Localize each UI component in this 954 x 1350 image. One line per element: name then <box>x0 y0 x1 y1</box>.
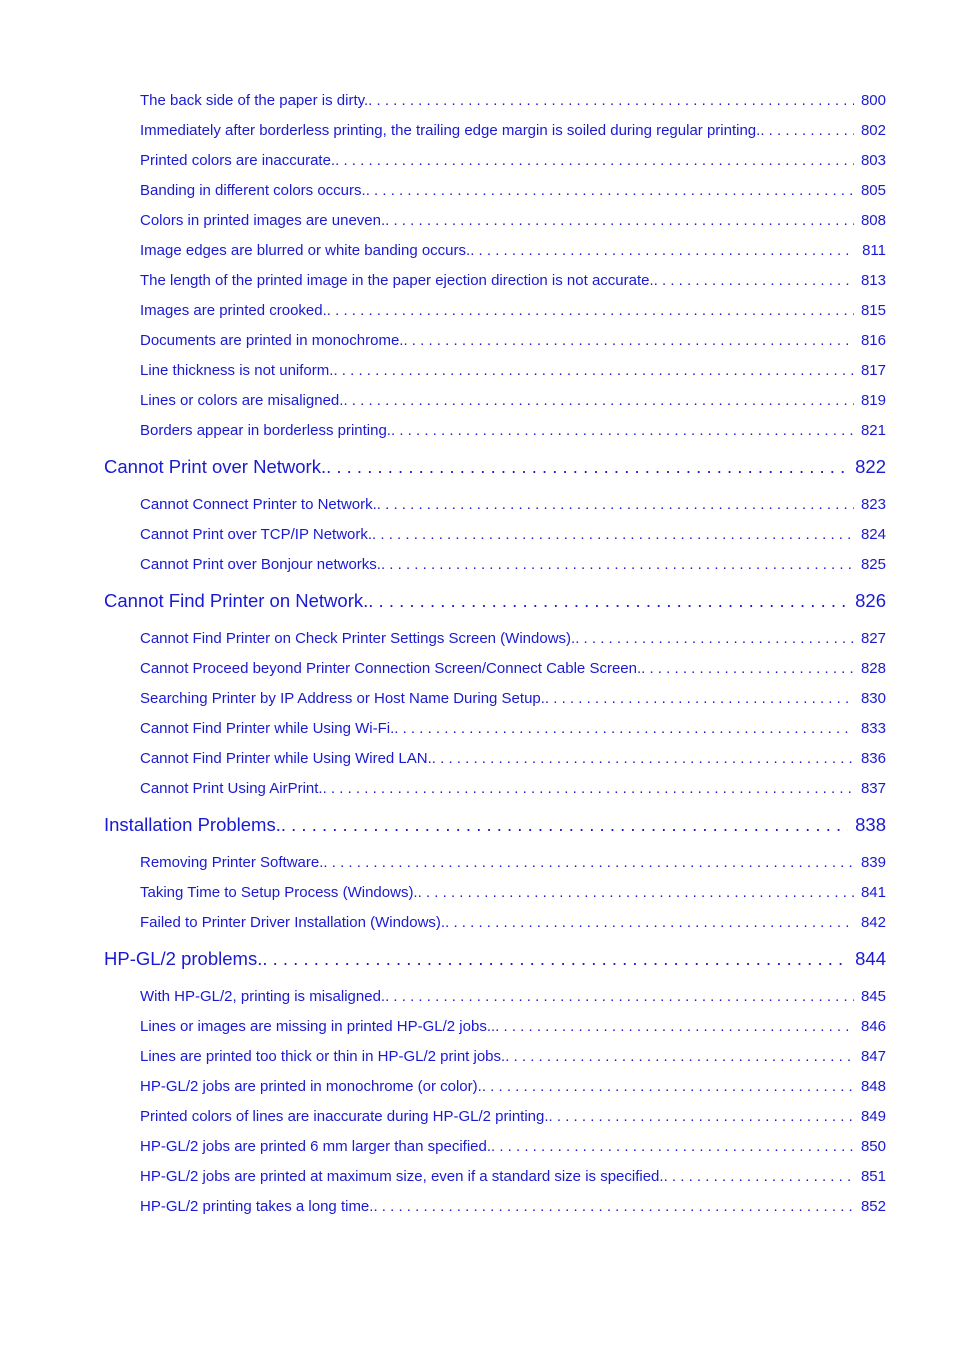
toc-page-number: 839 <box>860 854 886 871</box>
toc-entry-title: With HP-GL/2, printing is misaligned. <box>140 988 386 1005</box>
toc-section-link[interactable] <box>104 814 886 838</box>
toc-page-number: 850 <box>860 1138 886 1155</box>
toc-entry-title: Documents are printed in monochrome. <box>140 332 404 349</box>
toc-entry-title: Line thickness is not uniform. <box>140 362 334 379</box>
toc-entry-title: Image edges are blurred or white banding occurs. <box>140 242 471 259</box>
toc-page-number: 846 <box>860 1018 886 1035</box>
toc-entry-title: Cannot Find Printer on Check Printer Settings Screen (Windows). <box>140 630 576 647</box>
toc-entry-link[interactable] <box>140 496 886 516</box>
dot-leader <box>368 92 854 109</box>
dot-leader <box>366 182 854 199</box>
dot-leader <box>549 1108 854 1125</box>
toc-entry-title: HP-GL/2 jobs are printed 6 mm larger than specified. <box>140 1138 491 1155</box>
dot-leader <box>654 272 854 289</box>
toc-entry-link[interactable] <box>140 1018 886 1038</box>
dot-leader <box>323 780 854 797</box>
toc-page-number: 808 <box>860 212 886 229</box>
toc-entry-title: Removing Printer Software. <box>140 854 324 871</box>
toc-page-number: 838 <box>855 814 886 835</box>
toc-entry-link[interactable] <box>140 1078 886 1098</box>
toc-entry-title: Cannot Find Printer while Using Wired LAN. <box>140 750 432 767</box>
toc-entry-title: HP-GL/2 printing takes a long time. <box>140 1198 374 1215</box>
toc-entry-link[interactable] <box>140 780 886 800</box>
toc-page-number: 822 <box>855 456 886 477</box>
toc-page-number: 800 <box>860 92 886 109</box>
toc-entry-title: Lines or images are missing in printed HP-GL/2 jobs.. <box>140 1018 496 1035</box>
toc-page-number: 842 <box>860 914 886 931</box>
toc-entry-title: Borders appear in borderless printing. <box>140 422 391 439</box>
toc-entry-title: The back side of the paper is dirty. <box>140 92 369 109</box>
toc-page-number: 827 <box>860 630 886 647</box>
toc-entry-title: Lines or colors are misaligned. <box>140 392 344 409</box>
toc-page-number: 852 <box>860 1198 886 1215</box>
toc-page-number: 841 <box>860 884 886 901</box>
toc-entry-link[interactable] <box>140 630 886 650</box>
dot-leader <box>343 392 854 409</box>
toc-entry-title: HP-GL/2 jobs are printed at maximum size, even if a standard size is specified. <box>140 1168 664 1185</box>
toc-page-number: 821 <box>860 422 886 439</box>
toc-page-number: 816 <box>860 332 886 349</box>
toc-entry-title: Searching Printer by IP Address or Host Name During Setup. <box>140 690 545 707</box>
toc-page-number: 830 <box>860 690 886 707</box>
toc-page-number: 828 <box>860 660 886 677</box>
toc-page-number: 845 <box>860 988 886 1005</box>
dot-leader <box>664 1168 854 1185</box>
toc-entry-link[interactable] <box>140 1108 886 1128</box>
toc-entry-link[interactable] <box>140 690 886 710</box>
toc-entry-title: Banding in different colors occurs. <box>140 182 366 199</box>
toc-entry-title: Cannot Proceed beyond Printer Connection Screen/Connect Cable Screen. <box>140 660 642 677</box>
toc-entry-link[interactable] <box>140 392 886 412</box>
toc-page-number: 849 <box>860 1108 886 1125</box>
toc-page-number: 813 <box>860 272 886 289</box>
dot-leader <box>281 814 848 836</box>
dot-leader <box>327 302 854 319</box>
dot-leader <box>760 122 854 139</box>
dot-leader <box>505 1048 854 1065</box>
toc-entry-link[interactable] <box>140 1168 886 1188</box>
toc-section-link[interactable] <box>104 456 886 480</box>
dot-leader <box>445 914 854 931</box>
toc-entry-title: HP-GL/2 problems. <box>104 948 263 969</box>
toc-page-number: 848 <box>860 1078 886 1095</box>
toc-page-number: 836 <box>860 750 886 767</box>
toc-entry-link[interactable] <box>140 750 886 770</box>
dot-leader <box>377 496 854 513</box>
dot-leader <box>385 988 854 1005</box>
toc-page-number: 805 <box>860 182 886 199</box>
toc-entry-title: Cannot Print Using AirPrint. <box>140 780 323 797</box>
toc-page-number: 833 <box>860 720 886 737</box>
toc-entry-title: Cannot Print over Network. <box>104 456 327 477</box>
toc-entry-title: HP-GL/2 jobs are printed in monochrome (or color). <box>140 1078 482 1095</box>
toc-entry-link[interactable] <box>140 302 886 322</box>
toc-page-number: 815 <box>860 302 886 319</box>
dot-leader <box>391 422 854 439</box>
toc-entry-title: Cannot Connect Printer to Network. <box>140 496 377 513</box>
dot-leader <box>385 212 854 229</box>
toc-entry-title: Lines are printed too thick or thin in HP-GL/2 print jobs. <box>140 1048 506 1065</box>
toc-entry-title: Cannot Find Printer on Network. <box>104 590 369 611</box>
toc-page-number: 826 <box>855 590 886 611</box>
toc-page-number: 824 <box>860 526 886 543</box>
toc-entry-title: Printed colors of lines are inaccurate during HP-GL/2 printing. <box>140 1108 549 1125</box>
toc-entry-link[interactable] <box>140 122 886 142</box>
toc-entry-title: Installation Problems. <box>104 814 281 835</box>
dot-leader <box>372 526 854 543</box>
toc-entry-link[interactable] <box>140 422 886 442</box>
toc-entry-link[interactable] <box>140 1048 886 1068</box>
dot-leader <box>482 1078 854 1095</box>
toc-page-number: 847 <box>860 1048 886 1065</box>
toc-section-link[interactable] <box>104 948 886 972</box>
dot-leader <box>641 660 854 677</box>
toc-entry-link[interactable] <box>140 914 886 934</box>
toc-entry-title: Images are printed crooked. <box>140 302 327 319</box>
toc-entry-link[interactable] <box>140 1198 886 1218</box>
dot-leader <box>418 884 854 901</box>
toc-entry-link[interactable] <box>140 152 886 172</box>
toc-page-number: 817 <box>860 362 886 379</box>
dot-leader <box>495 1018 854 1035</box>
toc-entry-title: The length of the printed image in the paper ejection direction is not accurate. <box>140 272 654 289</box>
toc-entry-link[interactable] <box>140 884 886 904</box>
toc-entry-link[interactable] <box>140 272 886 292</box>
dot-leader <box>432 750 854 767</box>
dot-leader <box>545 690 854 707</box>
toc-entry-title: Failed to Printer Driver Installation (Windows). <box>140 914 446 931</box>
toc-entry-link[interactable] <box>140 526 886 546</box>
toc-page-number: 802 <box>860 122 886 139</box>
dot-leader <box>470 242 854 259</box>
dot-leader <box>335 152 854 169</box>
toc-page-number: 851 <box>860 1168 886 1185</box>
toc-entry-link[interactable] <box>140 212 886 232</box>
dot-leader <box>403 332 854 349</box>
dot-leader <box>323 854 854 871</box>
toc-entry-link[interactable] <box>140 854 886 874</box>
toc-page-number: 803 <box>860 152 886 169</box>
toc-entry-link[interactable] <box>140 720 886 740</box>
toc-page-number: 819 <box>860 392 886 409</box>
toc-page-number: 837 <box>860 780 886 797</box>
toc-entry-link[interactable] <box>140 1138 886 1158</box>
toc-page-number: 844 <box>855 948 886 969</box>
toc-entry-link[interactable] <box>140 660 886 680</box>
toc-entry-title: Cannot Find Printer while Using Wi-Fi. <box>140 720 395 737</box>
dot-leader <box>368 590 848 612</box>
dot-leader <box>373 1198 854 1215</box>
dot-leader <box>575 630 854 647</box>
toc-page-number: 823 <box>860 496 886 513</box>
toc-entry-title: Colors in printed images are uneven. <box>140 212 386 229</box>
dot-leader <box>381 556 854 573</box>
toc-section-link[interactable] <box>104 590 886 614</box>
dot-leader <box>394 720 854 737</box>
toc-entry-link[interactable] <box>140 988 886 1008</box>
dot-leader <box>326 456 848 478</box>
toc-entry-title: Immediately after borderless printing, the trailing edge margin is soiled during regular printing. <box>140 122 761 139</box>
toc-entry-title: Printed colors are inaccurate. <box>140 152 336 169</box>
toc-entry-link[interactable] <box>140 242 886 262</box>
toc-entry-link[interactable] <box>140 182 886 202</box>
toc-entry-link[interactable] <box>140 92 886 112</box>
toc-page-number: 811 <box>862 242 886 259</box>
dot-leader <box>333 362 854 379</box>
dot-leader <box>491 1138 854 1155</box>
toc-entry-title: Taking Time to Setup Process (Windows). <box>140 884 418 901</box>
toc-entry-title: Cannot Print over TCP/IP Network. <box>140 526 373 543</box>
toc-entry-link[interactable] <box>140 556 886 576</box>
toc-entry-title: Cannot Print over Bonjour networks. <box>140 556 381 573</box>
toc-entry-link[interactable] <box>140 362 886 382</box>
dot-leader <box>262 948 848 970</box>
toc-entry-link[interactable] <box>140 332 886 352</box>
toc-page-number: 825 <box>860 556 886 573</box>
